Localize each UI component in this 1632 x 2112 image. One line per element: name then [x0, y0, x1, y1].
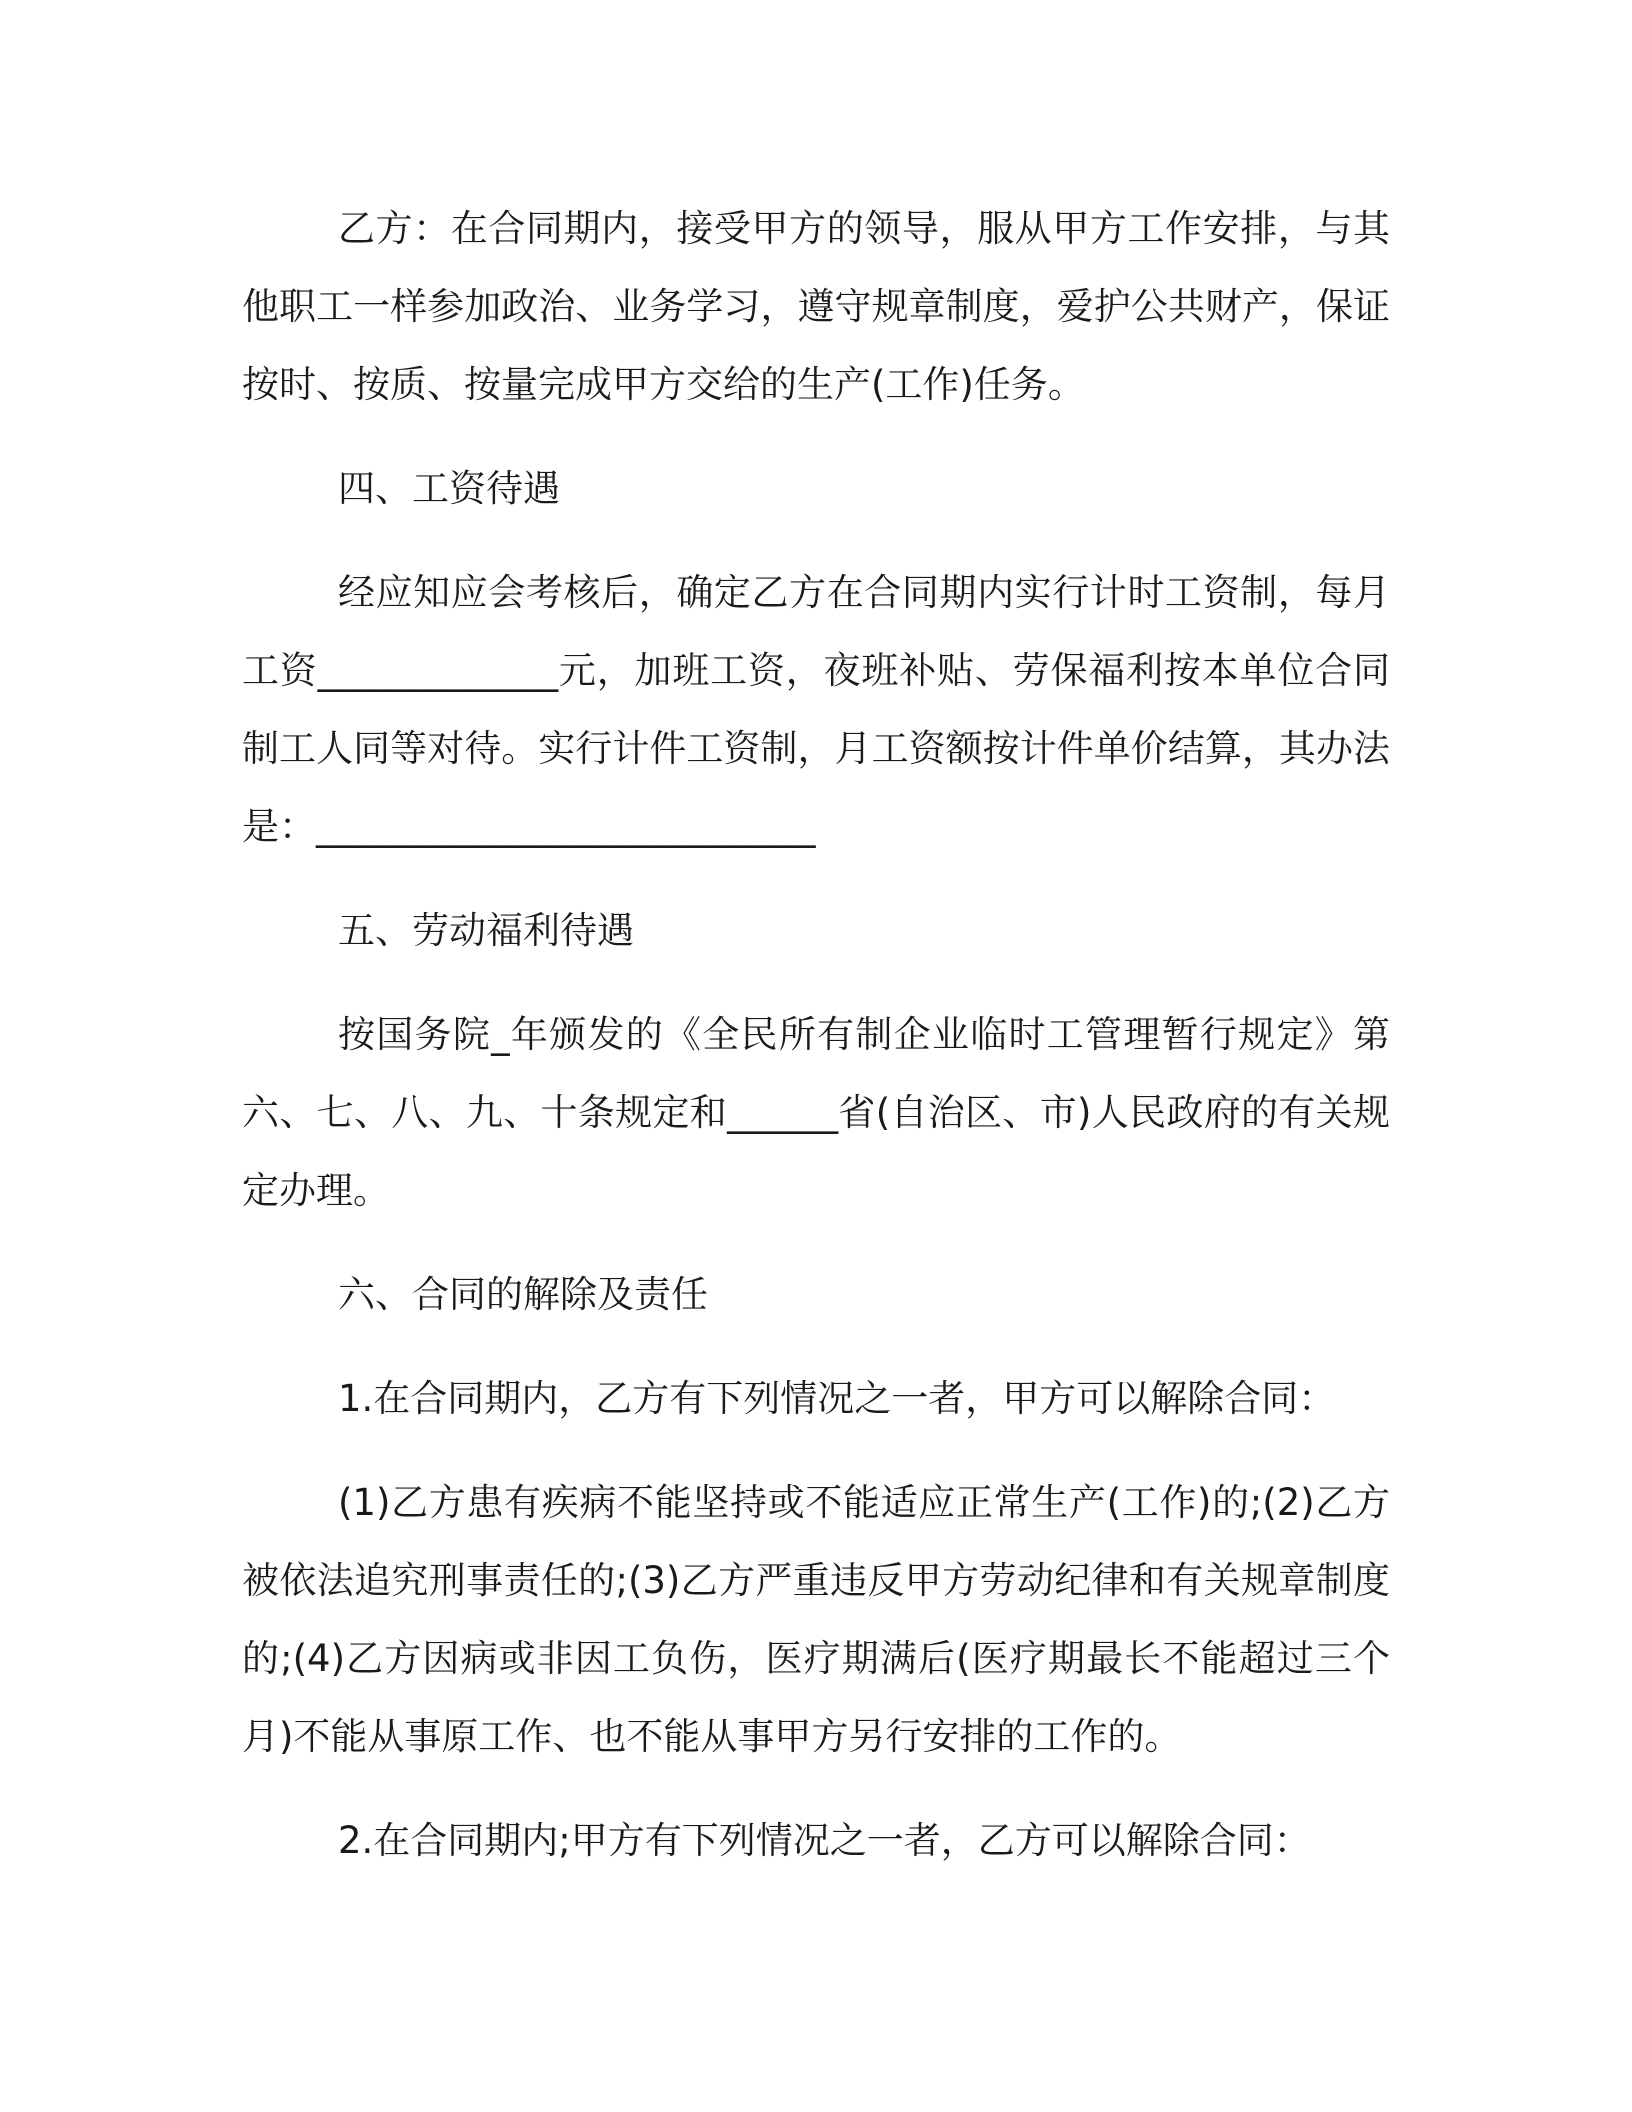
welfare-paragraph: 按国务院_年颁发的《全民所有制企业临时工管理暂行规定》第六、七、八、九、十条规定和______省(自治区、市)人民政府的有关规定办理。	[242, 1013, 1390, 1212]
section-heading-wages: 四、工资待遇	[338, 467, 560, 510]
wages-paragraph: 经应知应会考核后，确定乙方在合同期内实行计时工资制，每月工资_____________元，加班工资，夜班补贴、劳保福利按本单位合同制工人同等对待。实行计件工资制，月工资额按计件单价结算，其办法是：___________________________	[242, 571, 1390, 848]
document-body	[242, 190, 1390, 1906]
section-heading-termination: 六、合同的解除及责任	[338, 1273, 708, 1316]
termination-conditions-list: (1)乙方患有疾病不能坚持或不能适应正常生产(工作)的;(2)乙方被依法追究刑事责任的;(3)乙方严重违反甲方劳动纪律和有关规章制度的;(4)乙方因病或非因工负伤，医疗期满后(医疗期最长不能超过三个月)不能从事原工作、也不能从事甲方另行安排的工作的。	[242, 1481, 1390, 1758]
section-heading-welfare: 五、劳动福利待遇	[338, 909, 634, 952]
party-b-obligations-paragraph: 乙方：在合同期内，接受甲方的领导，服从甲方工作安排，与其他职工一样参加政治、业务学习，遵守规章制度，爱护公共财产，保证按时、按质、按量完成甲方交给的生产(工作)任务。	[242, 207, 1390, 406]
termination-clause-2: 2.在合同期内;甲方有下列情况之一者，乙方可以解除合同：	[338, 1819, 1311, 1862]
termination-clause-1: 1.在合同期内，乙方有下列情况之一者，甲方可以解除合同：	[338, 1377, 1336, 1420]
